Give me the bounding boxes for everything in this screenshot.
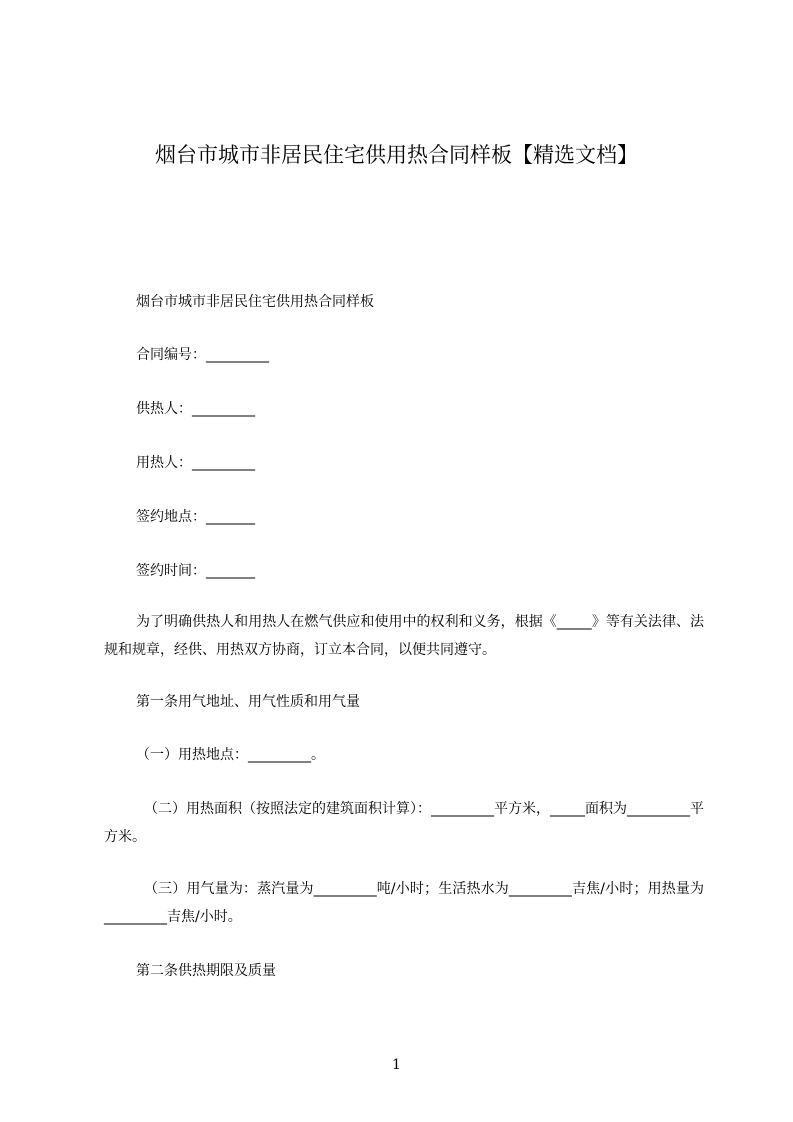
signing-time-field: 签约时间：_______ [136, 563, 255, 579]
article-1-item-3: （三）用气量为：蒸汽量为_________吨/小时；生活热水为_________吉焦/小时；用热量为_________吉焦/小时。 [104, 881, 704, 925]
article-1-title: 第一条用气地址、用气性质和用气量 [136, 694, 360, 710]
article-2-title: 第二条供热期限及质量 [136, 963, 276, 979]
contract-number-field: 合同编号：_________ [136, 347, 269, 363]
page-number: 1 [392, 1057, 401, 1073]
heat-supplier-field: 供热人：_________ [136, 401, 255, 417]
contract-heading: 烟台市城市非居民住宅供用热合同样板 [136, 294, 374, 310]
document-title: 烟台市城市非居民住宅供用热合同样板【精选文档】 [155, 143, 638, 167]
article-1-item-1: （一）用热地点：_________。 [136, 747, 325, 763]
preamble-paragraph: 为了明确供热人和用热人在燃气供应和使用中的权利和义务，根据《_____》等有关法律、法规和规章，经供、用热双方协商，订立本合同，以便共同遵守。 [104, 614, 704, 658]
article-1-item-2: （二）用热面积（按照法定的建筑面积计算）：_________平方米，_____面积为_________平方米。 [104, 801, 704, 845]
signing-place-field: 签约地点：_______ [136, 509, 255, 525]
heat-user-field: 用热人：_________ [136, 455, 255, 471]
